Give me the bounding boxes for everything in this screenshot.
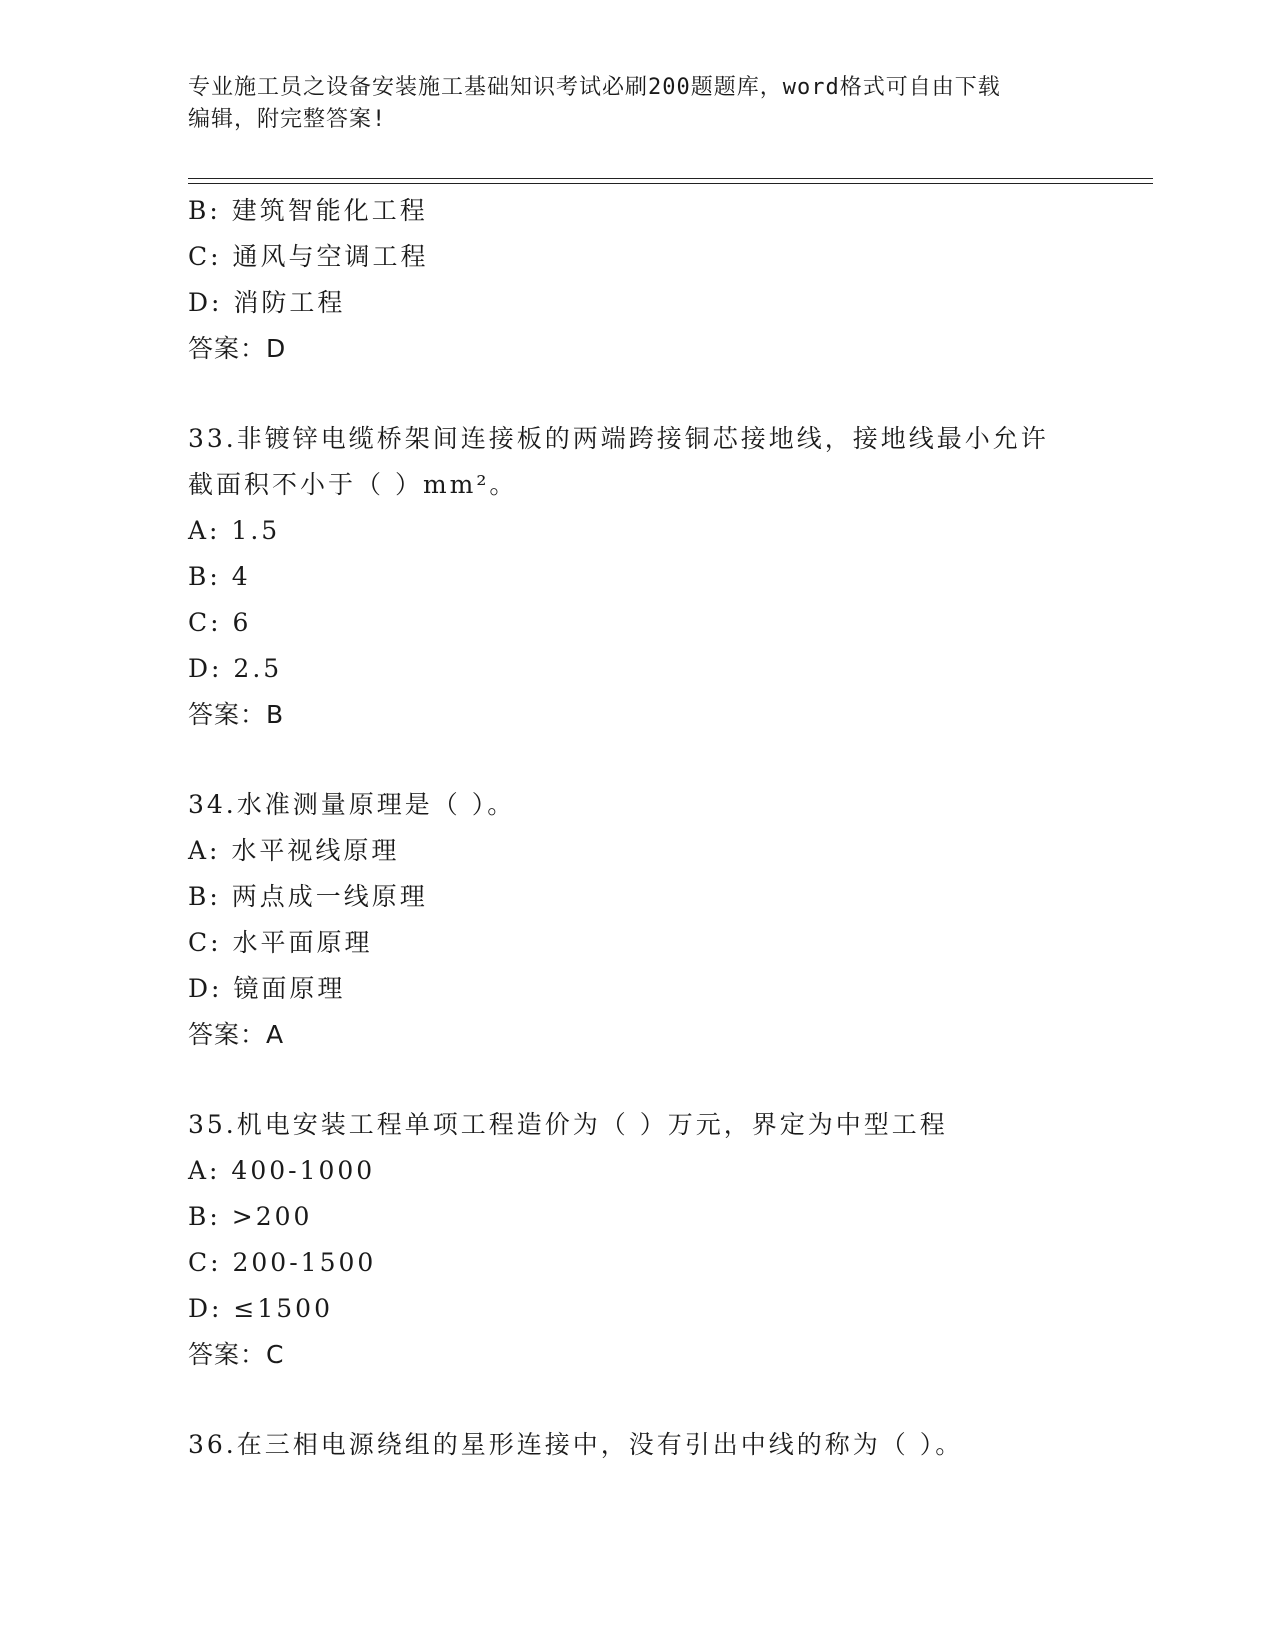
option-c: C: 水平面原理 [188, 928, 373, 957]
document-body [188, 188, 1088, 1468]
question-32 [188, 188, 1088, 372]
option-d: D: ≤1500 [188, 1294, 333, 1323]
answer-line: 答案：B [188, 700, 285, 729]
question-text-line-1: 35.机电安装工程单项工程造价为（ ）万元，界定为中型工程 [188, 1110, 948, 1139]
option-a: A: 水平视线原理 [188, 836, 400, 865]
option-b: B: >200 [188, 1202, 313, 1231]
question-34 [188, 782, 1088, 1058]
option-b: B: 4 [188, 562, 251, 591]
question-36 [188, 1422, 1088, 1468]
question-text-line-1: 36.在三相电源绕组的星形连接中，没有引出中线的称为（ ）。 [188, 1430, 964, 1459]
header-line-2: 编辑，附完整答案! [188, 107, 387, 132]
header-rule-bottom [188, 183, 1153, 184]
option-a: A: 1.5 [188, 516, 281, 545]
answer-line: 答案：C [188, 1340, 285, 1369]
option-a: A: 400-1000 [188, 1156, 376, 1185]
question-33 [188, 416, 1088, 738]
question-text-line-1: 33.非镀锌电缆桥架间连接板的两端跨接铜芯接地线，接地线最小允许 [188, 424, 1049, 453]
option-c: C: 6 [188, 608, 252, 637]
document-header [188, 72, 1088, 136]
question-text-line-2: 截面积不小于（ ）mm²。 [188, 470, 518, 499]
option-d: D: 镜面原理 [188, 974, 346, 1003]
header-rule-top [188, 178, 1153, 179]
answer-line: 答案：D [188, 334, 287, 363]
option-c: C: 200-1500 [188, 1248, 377, 1277]
header-line-1: 专业施工员之设备安装施工基础知识考试必刷200题题库，word格式可自由下载 [188, 75, 1001, 100]
question-35 [188, 1102, 1088, 1378]
option-c: C: 通风与空调工程 [188, 242, 429, 271]
option-b: B: 两点成一线原理 [188, 882, 428, 911]
answer-line: 答案：A [188, 1020, 285, 1049]
option-d: D: 消防工程 [188, 288, 346, 317]
question-text-line-1: 34.水准测量原理是（ ）。 [188, 790, 516, 819]
option-d: D: 2.5 [188, 654, 283, 683]
option-b: B: 建筑智能化工程 [188, 196, 428, 225]
